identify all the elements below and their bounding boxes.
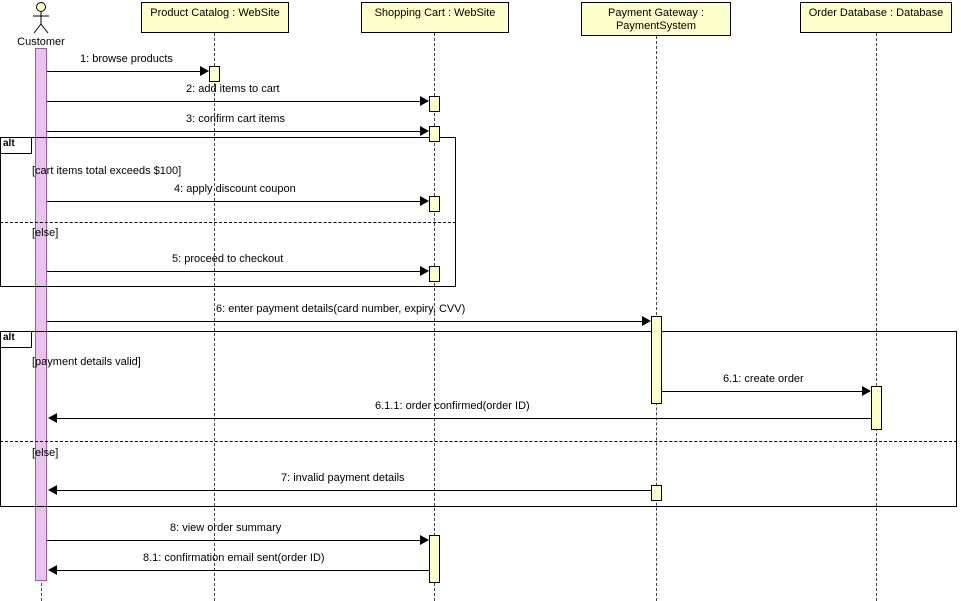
message-arrow-8-1 xyxy=(48,565,57,575)
message-arrow-1 xyxy=(200,66,209,76)
message-line-4 xyxy=(47,201,422,202)
activation-payment-gateway-2 xyxy=(651,485,662,501)
activation-shopping-cart-2 xyxy=(429,126,440,142)
actor-stick-figure-icon xyxy=(31,2,51,34)
message-line-5 xyxy=(47,271,422,272)
lifeline-order-database xyxy=(876,33,877,601)
message-line-3 xyxy=(47,131,422,132)
fragment-alt-2 xyxy=(0,331,957,507)
fragment-alt-2-guard-1: [payment details valid] xyxy=(32,356,141,368)
lifeline-head-product-catalog[interactable] xyxy=(141,2,289,33)
message-line-6 xyxy=(47,321,644,322)
activation-shopping-cart-4 xyxy=(429,266,440,282)
fragment-alt-1-divider xyxy=(0,222,456,223)
message-label-4: 4: apply discount coupon xyxy=(174,183,296,195)
message-arrow-3 xyxy=(420,126,429,136)
lifeline-head-label: Order Database : Database xyxy=(808,7,944,19)
message-line-6-1 xyxy=(662,391,864,392)
message-label-2: 2: add items to cart xyxy=(186,83,280,95)
message-label-8-1: 8.1: confirmation email sent(order ID) xyxy=(143,552,325,564)
message-label-6-1-1: 6.1.1: order confirmed(order ID) xyxy=(375,400,530,412)
lifeline-head-label-line2: PaymentSystem xyxy=(615,20,697,32)
fragment-alt-2-divider xyxy=(0,441,957,442)
fragment-alt-1-guard-1: [cart items total exceeds $100] xyxy=(32,165,182,177)
lifeline-head-shopping-cart[interactable] xyxy=(361,2,509,33)
message-label-6-1: 6.1: create order xyxy=(723,373,804,385)
message-label-7: 7: invalid payment details xyxy=(281,472,405,484)
actor-customer-label: Customer xyxy=(17,36,65,48)
activation-product-catalog-1 xyxy=(209,66,220,82)
message-line-8 xyxy=(47,540,422,541)
message-line-1 xyxy=(47,71,202,72)
lifeline-head-payment-gateway[interactable] xyxy=(581,2,731,36)
activation-order-database-1 xyxy=(871,386,882,430)
message-arrow-2 xyxy=(420,96,429,106)
message-line-7 xyxy=(57,490,651,491)
activation-payment-gateway-1 xyxy=(651,316,662,404)
lifeline-head-label-line1: Payment Gateway : xyxy=(608,7,704,19)
message-label-5: 5: proceed to checkout xyxy=(172,253,284,265)
fragment-alt-1-operator: alt xyxy=(0,137,32,154)
fragment-alt-2-operator: alt xyxy=(0,331,32,348)
lifeline-shopping-cart xyxy=(434,33,435,601)
message-arrow-5 xyxy=(420,266,429,276)
message-arrow-6-1 xyxy=(862,386,871,396)
message-label-8: 8: view order summary xyxy=(170,522,282,534)
message-arrow-6 xyxy=(642,316,651,326)
message-arrow-4 xyxy=(420,196,429,206)
lifeline-head-label: Product Catalog : WebSite xyxy=(150,7,280,19)
lifeline-head-order-database[interactable] xyxy=(800,2,952,33)
message-arrow-8 xyxy=(420,535,429,545)
fragment-alt-1-guard-2: [else] xyxy=(32,227,59,239)
message-line-6-1-1 xyxy=(57,418,871,419)
message-label-3: 3: confirm cart items xyxy=(186,113,286,125)
lifeline-head-label: Shopping Cart : WebSite xyxy=(374,7,496,19)
actor-customer xyxy=(31,2,51,37)
message-arrow-7 xyxy=(48,485,57,495)
message-line-8-1 xyxy=(57,570,429,571)
message-arrow-6-1-1 xyxy=(48,413,57,423)
activation-shopping-cart-1 xyxy=(429,96,440,112)
fragment-alt-2-guard-2: [else] xyxy=(32,447,59,459)
activation-shopping-cart-5 xyxy=(429,535,440,583)
message-line-2 xyxy=(47,101,422,102)
message-label-6: 6: enter payment details(card number, expiry, CVV) xyxy=(216,303,466,315)
message-label-1: 1: browse products xyxy=(80,53,173,65)
activation-shopping-cart-3 xyxy=(429,196,440,212)
